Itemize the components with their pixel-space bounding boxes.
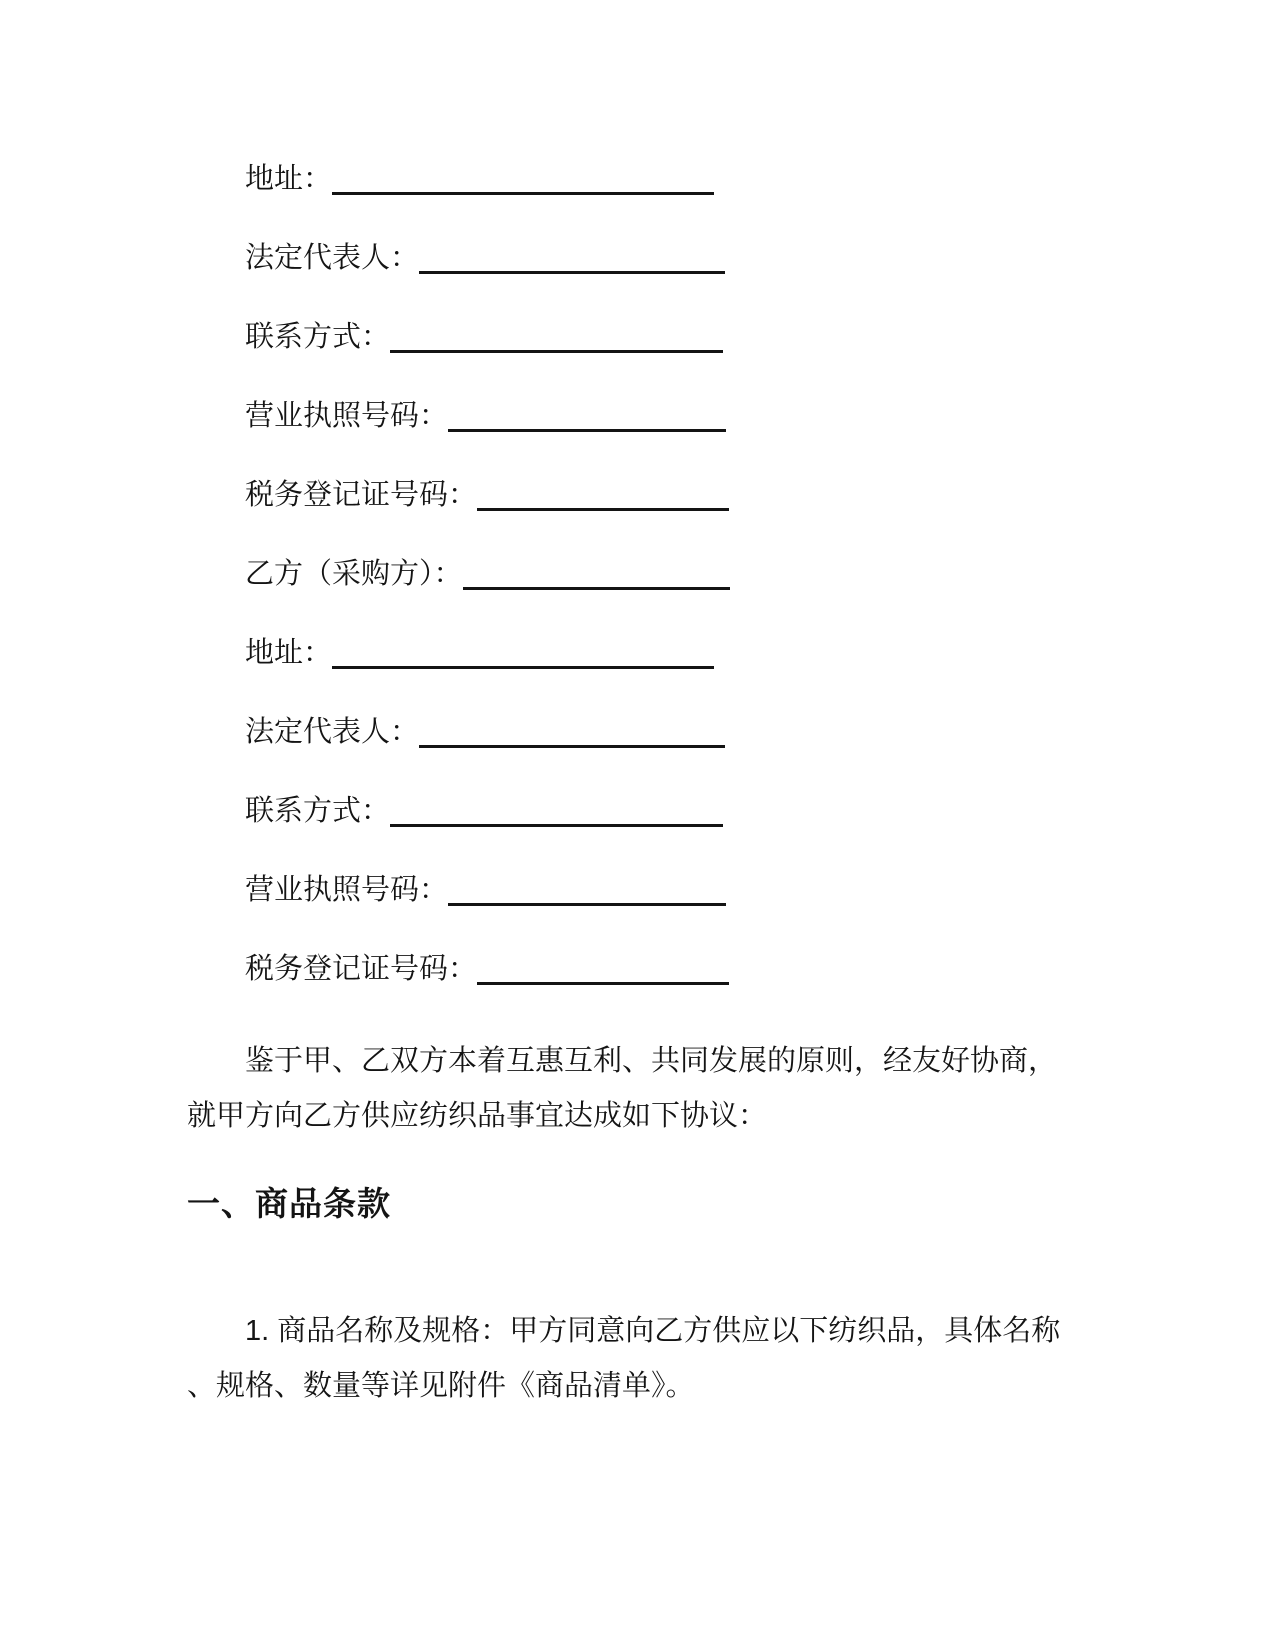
document-content — [187, 165, 1088, 1414]
field-label: 营业执照号码： — [245, 400, 449, 432]
blank-line — [477, 972, 729, 985]
field-label: 法定代表人： — [245, 242, 420, 274]
field-label: 乙方（采购方）： — [245, 558, 463, 590]
field-row-party-a-business-license — [187, 402, 1088, 432]
field-row-party-a-tax-registration — [187, 481, 1088, 511]
field-label: 营业执照号码： — [245, 874, 449, 906]
blank-line — [463, 577, 730, 590]
section-heading-goods-terms: 一、商品条款 — [187, 1185, 391, 1222]
clause-1-line-2: 、规格、数量等详见附件《商品清单》。 — [187, 1370, 695, 1402]
blank-line — [419, 261, 725, 274]
blank-line — [448, 893, 726, 906]
blank-line — [332, 656, 714, 669]
field-row-party-a-legal-representative — [187, 244, 1088, 274]
field-row-party-b-business-license — [187, 876, 1088, 906]
blank-line — [390, 340, 723, 353]
field-row-party-b-name — [187, 560, 1088, 590]
field-row-party-b-contact — [187, 797, 1088, 827]
field-row-party-a-contact — [187, 323, 1088, 353]
blank-line — [419, 735, 725, 748]
field-row-party-a-address — [187, 165, 1088, 195]
field-row-party-b-tax-registration — [187, 955, 1088, 985]
field-label: 税务登记证号码： — [245, 953, 478, 985]
clause-1-paragraph — [187, 1304, 1088, 1414]
field-label: 地址： — [245, 163, 333, 195]
blank-line — [332, 182, 714, 195]
field-row-party-b-address — [187, 639, 1088, 669]
blank-line — [477, 498, 729, 511]
field-row-party-b-legal-representative — [187, 718, 1088, 748]
field-label: 地址： — [245, 637, 333, 669]
blank-line — [448, 419, 726, 432]
field-label: 法定代表人： — [245, 716, 420, 748]
preamble-paragraph — [187, 1034, 1088, 1144]
field-label: 联系方式： — [245, 795, 391, 827]
field-label: 联系方式： — [245, 321, 391, 353]
preamble-line-1: 鉴于甲、乙双方本着互惠互利、共同发展的原则，经友好协商， — [245, 1045, 1058, 1077]
blank-line — [390, 814, 723, 827]
field-label: 税务登记证号码： — [245, 479, 478, 511]
clause-1-line-1: 1. 商品名称及规格：甲方同意向乙方供应以下纺织品，具体名称 — [245, 1315, 1061, 1347]
preamble-line-2: 就甲方向乙方供应纺织品事宜达成如下协议： — [187, 1100, 768, 1132]
